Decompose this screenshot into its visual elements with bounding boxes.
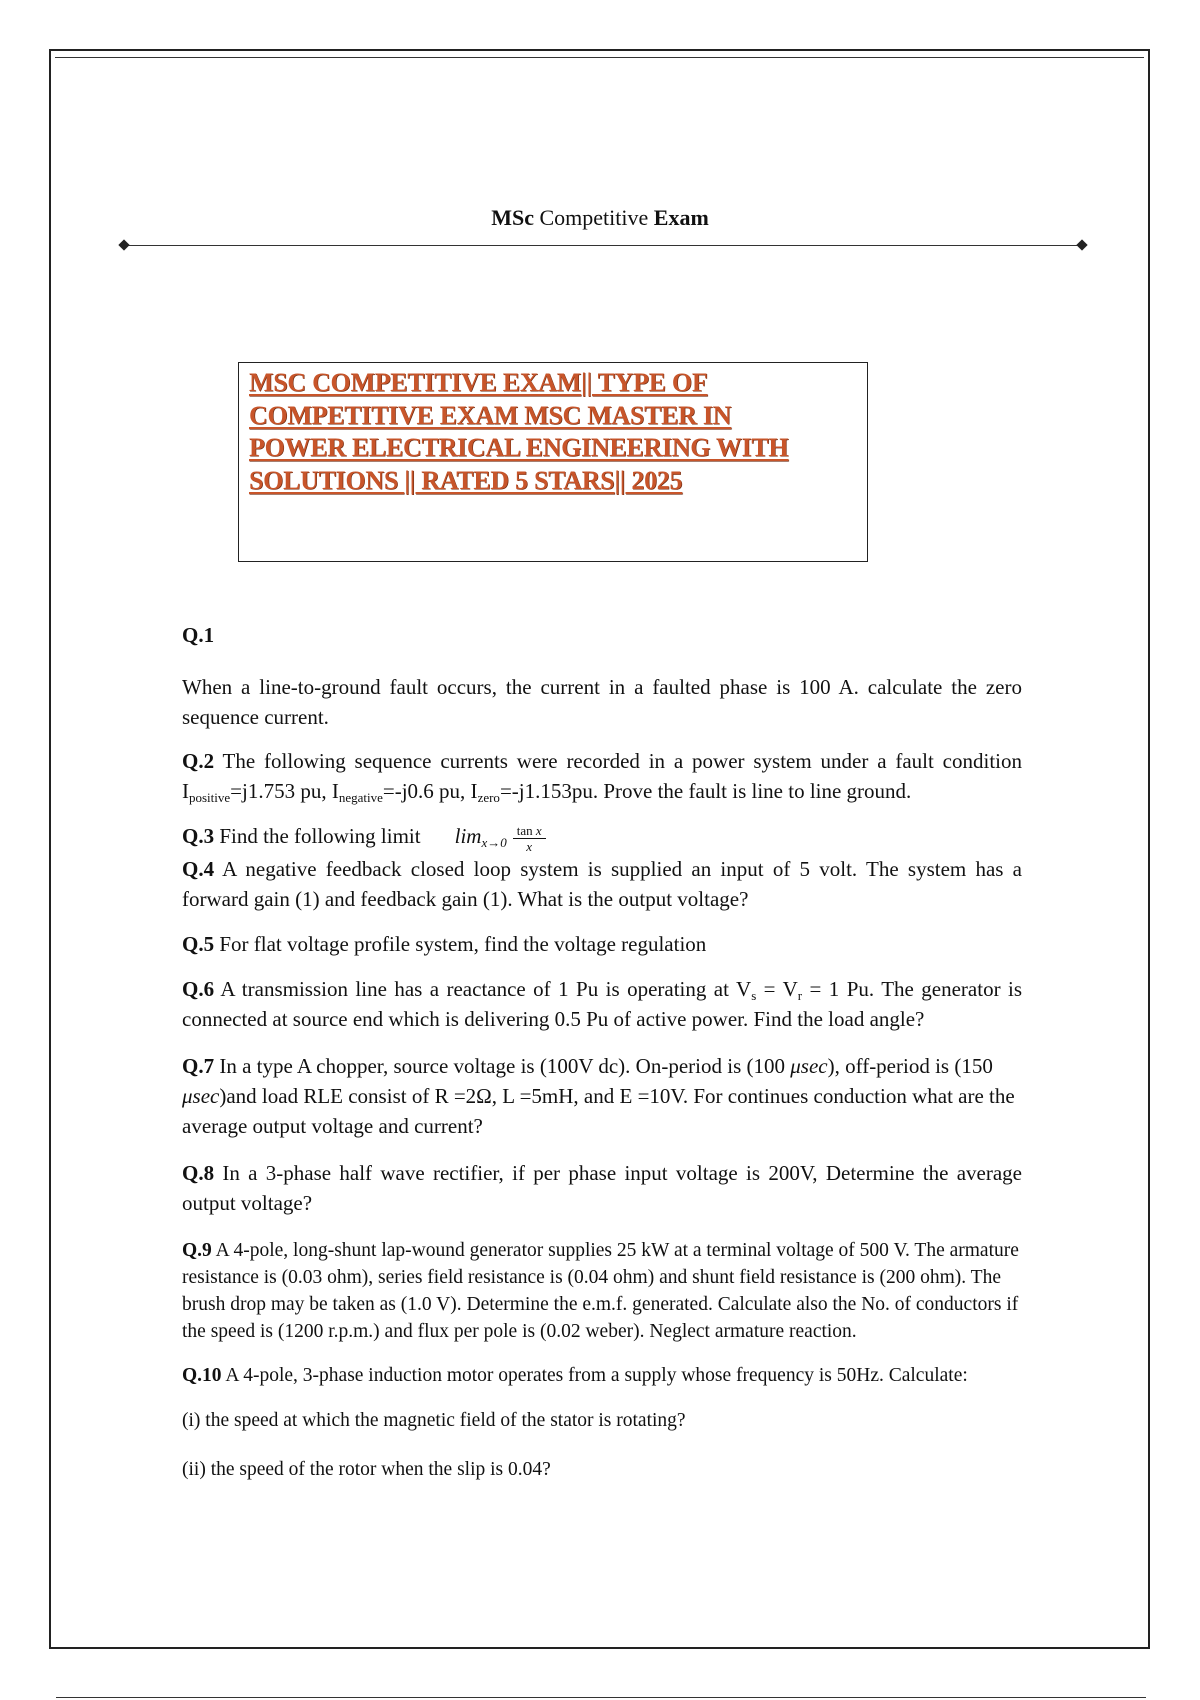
header-rule [124,245,1082,246]
question-10-part-ii: (ii) the speed of the rotor when the slip is 0.04? [182,1458,551,1480]
question-4-text: A negative feedback closed loop system is supplied an input of 5 volt. The system has a forward gain (1) and feedback gain (1). What is the output voltage? [182,856,1022,911]
bottom-rule [56,1697,1146,1698]
unit-usec-1: μsec [790,1053,828,1078]
question-8-text: In a 3-phase half wave rectifier, if per phase input voltage is 200V, Determine the average output voltage? [182,1160,1022,1215]
question-7 [182,1051,1022,1141]
question-number: Q.4 [182,856,215,881]
subscript-zero: zero [477,790,500,805]
question-number: Q.1 [182,623,215,647]
header-exam: Exam [653,205,709,230]
fraction [513,823,546,854]
question-number: Q.9 [182,1239,212,1261]
page-border-inner-rule [55,57,1144,58]
question-1-number [182,620,1022,650]
question-5-text: For flat voltage profile system, find the voltage regulation [214,931,707,956]
title-line-2: COMPETITIVE EXAM MSC MASTER IN [249,400,732,430]
header-competitive: Competitive [534,205,654,230]
question-number: Q.2 [182,749,215,773]
fraction-numerator [513,823,546,839]
question-1-text: When a line-to-ground fault occurs, the current in a faulted phase is 100 A. calculate the zero sequence current. [182,675,1022,729]
question-7-text-c: )and load RLE consist of R =2Ω, L =5mH, and E =10V. For continues conduction what are the average output voltage and current? [182,1083,1015,1138]
question-10 [182,1362,1022,1389]
page-header [0,205,1200,231]
question-7-text-a: In a type A chopper, source voltage is (100V dc). On-period is (100 [214,1053,791,1078]
question-6 [182,974,1022,1034]
question-10-part-i: (i) the speed at which the magnetic field of the stator is rotating? [182,1409,686,1431]
question-9 [182,1237,1022,1345]
subscript-s: s [751,987,757,1003]
question-3 [182,821,1022,854]
title-line-1: MSC COMPETITIVE EXAM|| TYPE OF [249,368,708,397]
question-2-text-c: =-j0.6 pu, I [382,779,478,803]
question-number: Q.8 [182,1160,215,1185]
unit-usec-2: μsec [182,1083,220,1108]
subscript-negative: negative [338,790,383,805]
question-2 [182,746,1022,806]
question-9-text: A 4-pole, long-shunt lap-wound generator supplies 25 kW at a terminal voltage of 500 V. The armature resistance is (0.03 ohm), series field resistance is (0.04 ohm) and shunt field resistance is (200 ohm). The brush drop may be taken as (1.0 V). Determine the e.m.f. generated. Calculate also the No. of conductors if the speed is (1200 r.p.m.) and flux per pole is (0.02 weber). Neglect armature reaction. [182,1239,1019,1342]
question-6-text-c: = 1 Pu. The generator is connected at source end which is delivering 0.5 Pu of active power. Find the load angle? [182,976,1023,1031]
lim-label: lim [454,824,482,848]
title-box [238,362,868,562]
header-msc: MSc [491,205,534,230]
question-number: Q.3 [182,824,215,848]
question-6-text-a: A transmission line has a reactance of 1 Pu is operating at V [214,976,752,1001]
question-2-text-a: The following sequence currents were recorded in a power system under a fault condition I [182,749,1022,803]
questions-list [182,620,1022,1483]
title-line-4: SOLUTIONS || RATED 5 STARS|| 2025 [249,465,683,495]
question-7-text-b: ), off-period is (150 [827,1053,993,1078]
fraction-denominator: x [526,838,533,854]
question-5 [182,929,1022,959]
question-number: Q.10 [182,1364,222,1386]
subscript-r: r [797,987,803,1003]
question-number: Q.6 [182,976,215,1001]
numerator-variable: x [532,822,542,838]
question-10-text: A 4-pole, 3-phase induction motor operates from a supply whose frequency is 50Hz. Calculate: [221,1364,968,1386]
question-8 [182,1158,1022,1218]
tan-function: tan [516,822,533,838]
subscript-positive: positive [189,790,231,805]
question-number: Q.5 [182,931,215,956]
title-line-3: POWER ELECTRICAL ENGINEERING WITH [249,433,789,462]
question-2-text-b: =j1.753 pu, I [230,779,339,803]
limit-expression [455,824,507,848]
question-3-text: Find the following limit [214,824,421,848]
question-4 [182,854,1022,914]
question-number: Q.7 [182,1053,215,1078]
lim-subscript: x→0 [481,835,507,850]
question-6-text-b: = V [756,976,798,1001]
question-2-text-d: =-j1.153pu. Prove the fault is line to line ground. [499,779,912,803]
